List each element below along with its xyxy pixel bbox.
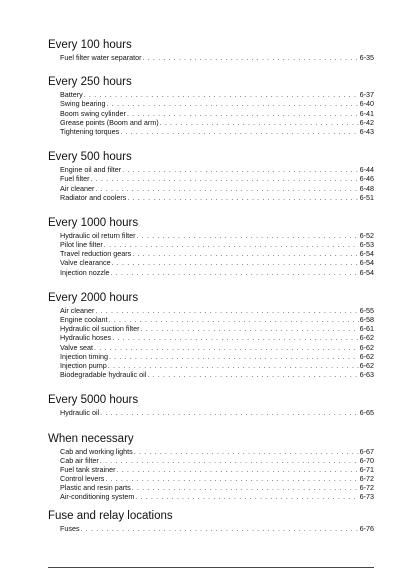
dot-leader (105, 474, 358, 483)
footer-rule (48, 567, 374, 568)
toc-entry[interactable] (60, 249, 374, 258)
dot-leader (134, 447, 359, 456)
section-every-250-hours (48, 75, 374, 136)
toc-entry[interactable] (60, 240, 374, 249)
entry-page: 6-42 (359, 117, 374, 127)
toc-entry[interactable] (60, 408, 374, 417)
toc-entry[interactable] (60, 184, 374, 193)
entry-list (48, 90, 374, 136)
dot-leader (147, 370, 358, 379)
entry-page: 6-62 (359, 342, 374, 352)
dot-leader (122, 165, 358, 174)
section-title: Every 500 hours (48, 151, 132, 164)
entry-page: 6-72 (359, 474, 374, 484)
entry-page: 6-62 (359, 333, 374, 343)
entry-label: Air-conditioning system (60, 492, 135, 502)
dot-leader (100, 456, 359, 465)
dot-leader (143, 53, 359, 62)
entry-label: Swing bearing (60, 99, 106, 109)
toc-entry[interactable] (60, 118, 374, 127)
toc-entry[interactable] (60, 193, 374, 202)
dot-leader (95, 306, 358, 315)
entry-page: 6-51 (359, 192, 374, 202)
entry-page: 6-65 (359, 408, 374, 418)
entry-label: Fuel filter water separator (60, 53, 142, 62)
dot-leader (108, 361, 359, 370)
entry-page: 6-46 (359, 174, 374, 184)
entry-page: 6-35 (359, 53, 374, 62)
toc-entry[interactable] (60, 258, 374, 267)
entry-page: 6-48 (359, 183, 374, 193)
entry-page: 6-72 (359, 483, 374, 493)
entry-label: Control levers (60, 474, 105, 484)
dot-leader (160, 118, 359, 127)
dot-leader (127, 109, 359, 118)
dot-leader (117, 465, 359, 474)
entry-label: Hydraulic oil suction filter (60, 324, 140, 334)
section-title: Fuse and relay locations (48, 509, 173, 522)
entry-page: 6-54 (359, 267, 374, 277)
entry-list (48, 306, 374, 380)
dot-leader (135, 492, 358, 501)
entry-page: 6-73 (359, 492, 374, 502)
entry-page: 6-54 (359, 249, 374, 259)
entry-label: Engine coolant (60, 315, 108, 324)
section-when-necessary (48, 432, 374, 502)
dot-leader (141, 324, 359, 333)
entry-page: 6-63 (359, 370, 374, 380)
dot-leader (100, 408, 358, 417)
dot-leader (112, 258, 359, 267)
entry-page: 6-54 (359, 258, 374, 268)
toc-entry[interactable] (60, 524, 374, 533)
toc-entry[interactable] (60, 109, 374, 118)
entry-label: Cab and working lights (60, 446, 133, 456)
entry-label: Injection pump (60, 360, 107, 370)
entry-page: 6-71 (359, 464, 374, 474)
dot-leader (132, 249, 358, 258)
entry-list (48, 53, 374, 62)
toc-entry[interactable] (60, 361, 374, 370)
toc-entry[interactable] (60, 492, 374, 501)
section-every-100-hours (48, 38, 374, 62)
entry-label: Engine oil and filter (60, 165, 122, 175)
entry-page: 6-67 (359, 446, 374, 456)
toc-entry[interactable] (60, 465, 374, 474)
section-every-1000-hours (48, 216, 374, 277)
entry-label: Tightening torques (60, 126, 120, 136)
entry-label: Fuel tank strainer (60, 464, 116, 474)
entry-label: Biodegradable hydraulic oil (60, 370, 147, 380)
entry-label: Radiator and coolers (60, 192, 127, 202)
entry-label: Fuses (60, 523, 80, 533)
toc-entry[interactable] (60, 343, 374, 352)
dot-leader (111, 268, 359, 277)
toc-entry[interactable] (60, 483, 374, 492)
entry-label: Travel reduction gears (60, 249, 132, 259)
entry-page: 6-62 (359, 351, 374, 361)
entry-label: Hydraulic oil return filter (60, 230, 136, 240)
table-of-contents (48, 38, 374, 533)
entry-page: 6-41 (359, 108, 374, 118)
entry-list (48, 231, 374, 277)
toc-entry[interactable] (60, 456, 374, 465)
dot-leader (107, 99, 359, 108)
entry-page: 6-61 (359, 324, 374, 334)
entry-label: Battery (60, 90, 83, 100)
toc-entry[interactable] (60, 99, 374, 108)
dot-leader (132, 483, 359, 492)
dot-leader (95, 184, 358, 193)
entry-page: 6-58 (359, 315, 374, 324)
toc-entry[interactable] (60, 333, 374, 342)
entry-page: 6-43 (359, 126, 374, 136)
dot-leader (127, 193, 358, 202)
entry-page: 6-37 (359, 90, 374, 100)
toc-entry[interactable] (60, 90, 374, 99)
entry-page: 6-70 (359, 455, 374, 465)
section-title: Every 250 hours (48, 76, 132, 89)
toc-entry[interactable] (60, 324, 374, 333)
toc-entry[interactable] (60, 165, 374, 174)
section-title: When necessary (48, 432, 134, 445)
entry-label: Valve clearance (60, 258, 111, 268)
entry-page: 6-52 (359, 230, 374, 240)
dot-leader (109, 352, 359, 361)
toc-entry[interactable] (60, 127, 374, 136)
entry-label: Injection nozzle (60, 267, 110, 277)
toc-entry[interactable] (60, 315, 374, 324)
toc-entry[interactable] (60, 53, 374, 62)
entry-label: Valve seat (60, 342, 94, 352)
section-title: Every 1000 hours (48, 216, 139, 229)
dot-leader (137, 231, 359, 240)
section-every-500-hours (48, 150, 374, 202)
entry-label: Plastic and resin parts (60, 483, 131, 493)
toc-entry[interactable] (60, 352, 374, 361)
dot-leader (91, 174, 359, 183)
entry-label: Air cleaner (60, 183, 95, 193)
entry-label: Fuel filter (60, 174, 90, 184)
entry-label: Hydraulic hoses (60, 333, 112, 343)
dot-leader (112, 333, 358, 342)
section-every-5000-hours (48, 393, 374, 417)
entry-label: Pilot line filter (60, 240, 103, 250)
toc-entry[interactable] (60, 306, 374, 315)
section-title: Every 2000 hours (48, 291, 139, 304)
entry-page: 6-55 (359, 305, 374, 315)
entry-list (48, 524, 374, 533)
section-title: Every 100 hours (48, 39, 132, 51)
entry-page: 6-44 (359, 165, 374, 175)
section-every-2000-hours (48, 291, 374, 380)
entry-label: Grease points (Boom and arm) (60, 117, 159, 127)
dot-leader (120, 127, 358, 136)
entry-label: Air cleaner (60, 305, 95, 315)
entry-page: 6-40 (359, 99, 374, 109)
dot-leader (94, 343, 359, 352)
entry-page: 6-53 (359, 240, 374, 250)
entry-page: 6-76 (359, 523, 374, 533)
entry-label: Boom swing cylinder (60, 108, 126, 118)
entry-list (48, 408, 374, 417)
entry-list (48, 447, 374, 502)
dot-leader (109, 315, 359, 324)
entry-label: Hydraulic oil (60, 408, 100, 418)
entry-label: Cab air filter (60, 455, 99, 465)
toc-entry[interactable] (60, 268, 374, 277)
section-title: Every 5000 hours (48, 394, 139, 407)
entry-label: Injection timing (60, 351, 108, 361)
toc-entry[interactable] (60, 474, 374, 483)
toc-entry[interactable] (60, 447, 374, 456)
dot-leader (84, 90, 359, 99)
dot-leader (104, 240, 359, 249)
toc-entry[interactable] (60, 370, 374, 379)
entry-page: 6-62 (359, 360, 374, 370)
toc-entry[interactable] (60, 231, 374, 240)
section-fuse-and-relay-locations (48, 509, 374, 533)
dot-leader (81, 524, 359, 533)
entry-list (48, 165, 374, 202)
toc-entry[interactable] (60, 174, 374, 183)
